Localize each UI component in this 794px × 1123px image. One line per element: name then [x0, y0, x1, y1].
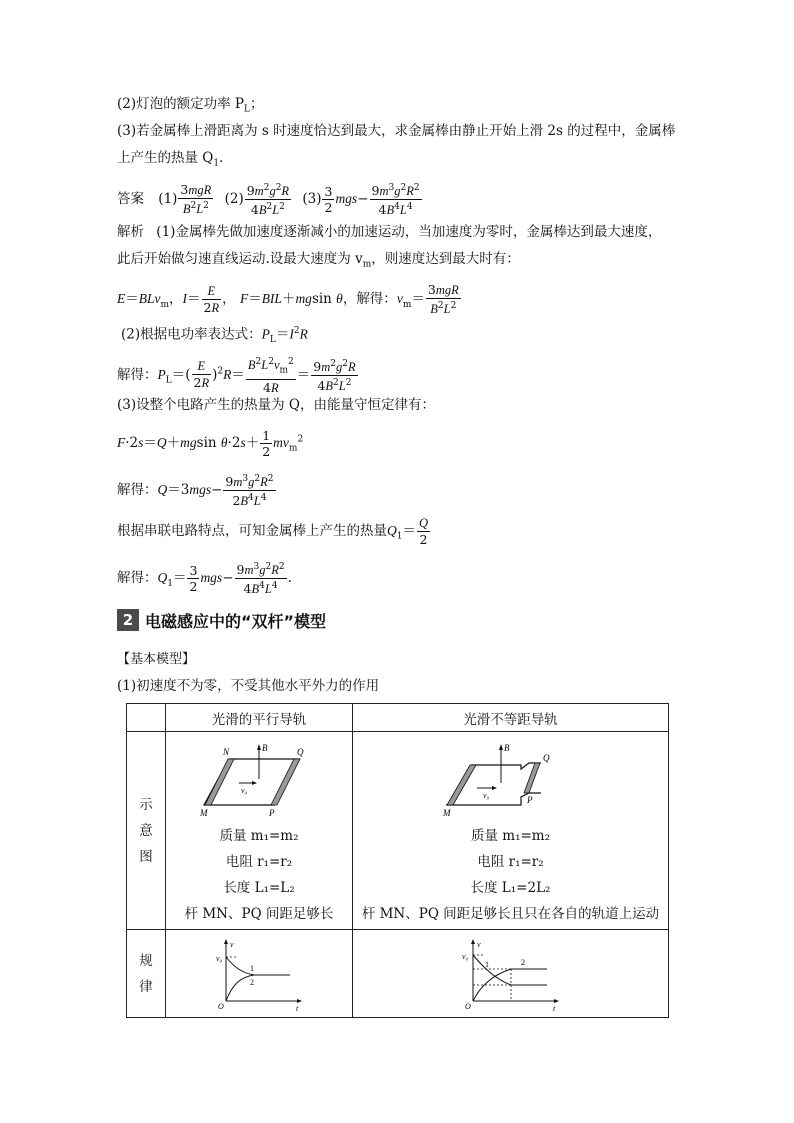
table-law-row [127, 930, 669, 1018]
prop-distance: 杆 MN、PQ 间距足够长 [184, 905, 334, 922]
table-diagram-row [127, 732, 669, 930]
svg-text:v₀: v₀ [216, 953, 223, 963]
analysis-line2: 此后开始做匀速直线运动.设最大速度为 $v_m$，则速度达到最大时有： [117, 251, 520, 270]
prop-mass: 质量 m₁=m₂ [219, 827, 299, 844]
prop-distance: 杆 MN、PQ 间距足够长且只在各自的轨道上运动 [361, 905, 660, 922]
answer-label: 答案 [117, 191, 144, 208]
svg-text:Q: Q [297, 746, 304, 757]
question-3-line2: 上产生的热量 $Q_1$. [117, 150, 224, 169]
equation-4: 解得：Q＝3mgs− $\frac{9m^3g^2R^2}{2B^4L^4}$ [117, 474, 274, 509]
svg-text:M: M [442, 807, 450, 818]
analysis-line1: 解析 (1)金属棒先做加速度逐渐减小的加速运动，当加速度为零时，金属棒达到最大速度， [117, 224, 662, 240]
question-3-line1: (3)若金属棒上滑距离为 s 时速度恰达到最大，求金属棒由静止开始上滑 2s 的过程中，金属棒 [117, 123, 676, 139]
part3-intro: (3)设整个电路产生的热量为 Q，由能量守恒定律有： [117, 397, 435, 413]
svg-text:O: O [464, 1001, 471, 1011]
svg-text:v₀: v₀ [461, 951, 468, 961]
prop-resistance: 电阻 r₁=r₂ [477, 853, 544, 870]
prop-resistance: 电阻 r₁=r₂ [225, 853, 293, 870]
svg-text:B: B [262, 742, 268, 753]
svg-text:N: N [223, 746, 230, 757]
header-parallel-rails: 光滑的平行导轨 [166, 704, 353, 732]
question-2: (2)灯泡的额定功率 $P_L$； [117, 96, 264, 115]
case-1-text: (1)初速度不为零，不受其他水平外力的作用 [117, 678, 380, 694]
part2-intro: (2)根据电功率表达式：$P_L=I^2R$ [121, 326, 308, 346]
equation-3: F·2s＝Q＋mgsin θ·2s＋ $\frac{1}{2}$ $mv_m^2$ [117, 428, 304, 459]
unequal-rails-cell [353, 732, 669, 930]
parallel-rails-diagram [199, 741, 319, 823]
equation-5: 解得：$Q_1=$ $\frac{3}{2}$ mgs− $\frac{9m^3g^2R^2}{4B^4L^4}$ . [117, 562, 292, 597]
svg-text:1: 1 [250, 963, 254, 973]
prop-length: 长度 L₁=L₂ [223, 879, 295, 896]
parallel-rails-cell [166, 732, 353, 930]
equation-1: E＝BLv$_m$，I＝ $\frac{E}{2R}$ ， F＝BIL＋mgsin θ，解得：$v_m=$ $\frac{\text{3mgR}}{B^2L^2}$ [117, 282, 459, 317]
svg-text:M: M [200, 807, 208, 818]
svg-text:t: t [296, 1003, 299, 1011]
row-label-diagram: 示 意 图 [127, 732, 166, 930]
svg-text:v: v [230, 939, 234, 949]
svg-text:B: B [503, 742, 509, 753]
svg-text:1: 1 [484, 959, 489, 969]
svg-text:2: 2 [520, 957, 525, 967]
parallel-graph-cell [166, 930, 353, 1018]
svg-text:P: P [526, 794, 532, 805]
unequal-vt-graph [461, 937, 561, 1011]
series-line: 根据串联电路特点，可知金属棒上产生的热量$Q_1=$ $\frac{Q}{2}$ [117, 516, 429, 547]
section-title: 电磁感应中的“双杆”模型 [145, 611, 327, 631]
svg-text:P: P [269, 807, 275, 818]
svg-text:v: v [476, 939, 481, 949]
parallel-vt-graph [214, 937, 304, 1011]
basic-model-label: 【基本模型】 [117, 652, 196, 667]
prop-length: 长度 L₁=2L₂ [470, 879, 551, 896]
unequal-graph-cell [353, 930, 669, 1018]
header-unequal-rails: 光滑不等距导轨 [353, 704, 669, 732]
prop-mass: 质量 m₁=m₂ [470, 827, 551, 844]
model-table [126, 703, 669, 1018]
unequal-rails-diagram [441, 741, 581, 823]
svg-text:O: O [218, 1001, 224, 1011]
answer-line: 答案 (1) $\frac{\text{3mgR}}{B^2L^2}$ (2) $\frac{9m^2g^2R}{4B^2L^2}$ (3) $\frac{3}{2}$ mgs− $\frac{9m^3g^2R^2}{4B^4L^4}$ [117, 182, 420, 218]
svg-text:v₀: v₀ [241, 785, 248, 795]
table-header-row [127, 704, 669, 732]
svg-text:Q: Q [542, 752, 549, 763]
row-label-law: 规 律 [127, 930, 166, 1018]
svg-text:t: t [552, 1003, 555, 1011]
section-heading [117, 608, 326, 632]
svg-text:v₀: v₀ [482, 790, 489, 800]
svg-text:2: 2 [250, 977, 254, 987]
analysis-label: 解析 [117, 224, 144, 240]
equation-2: 解得：$P_L=$( $\frac{E}{2R}$ )$^2$R＝ $\frac{B^2L^2v_m^2}{4R}$ ＝ $\frac{9m^2g^2R}{4B^2L^2}$ [117, 357, 356, 395]
section-number-badge: 2 [117, 609, 139, 631]
